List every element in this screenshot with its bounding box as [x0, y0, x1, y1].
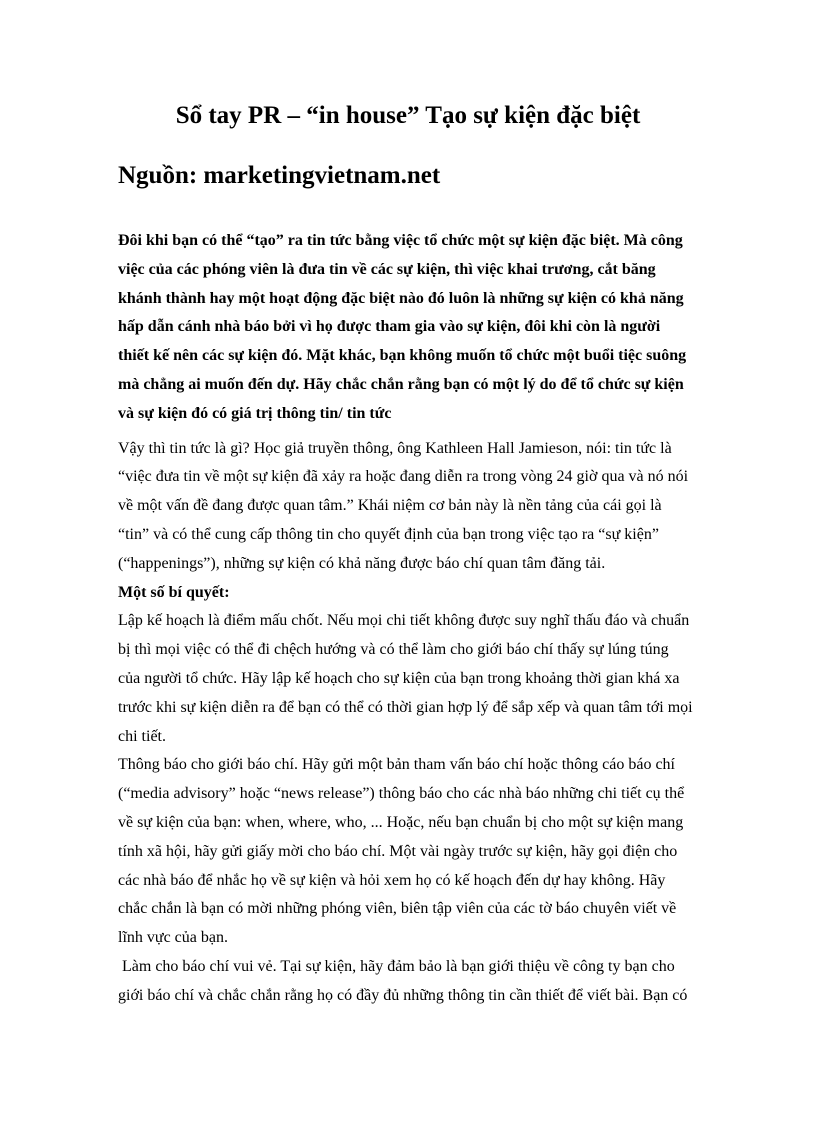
- body-line: (“happenings”), những sự kiện có khả năng được báo chí quan tâm đăng tải.: [118, 554, 606, 572]
- tips-heading: Một số bí quyết:: [118, 583, 230, 601]
- body-line: (“media advisory” hoặc “news release”) thông báo cho các nhà báo những chi tiết cụ thể: [118, 785, 685, 803]
- body-line: chắc chắn là bạn có mời những phóng viên, biên tập viên của các tờ báo chuyên viết về: [118, 900, 677, 918]
- intro-line: mà chẳng ai muốn đến dự. Hãy chắc chắn rằng bạn có một lý do để tổ chức sự kiện: [118, 375, 684, 393]
- body-line: các nhà báo để nhắc họ về sự kiện và hỏi xem họ có kế hoạch đến dự hay không. Hãy: [118, 871, 666, 889]
- body-line: chi tiết.: [118, 727, 166, 745]
- intro-line: hấp dẫn cánh nhà báo bởi vì họ được tham gia vào sự kiện, đôi khi còn là người: [118, 318, 661, 336]
- body-line: về sự kiện của bạn: when, where, who, ... Hoặc, nếu bạn chuẩn bị cho một sự kiện mang: [118, 813, 684, 831]
- body-line: giới báo chí và chắc chắn rằng họ có đầy đủ những thông tin cần thiết để viết bài. Bạn có: [118, 986, 688, 1004]
- body-line: về một vấn đề đang được quan tâm.” Khái niệm cơ bản này là nền tảng của cái gọi là: [118, 497, 662, 515]
- body-line: trước khi sự kiện diễn ra để bạn có thể có thời gian hợp lý để sắp xếp và quan tâm tới mọi: [118, 698, 693, 716]
- intro-line: thiết kế nên các sự kiện đó. Mặt khác, bạn không muốn tổ chức một buổi tiệc suông: [118, 347, 687, 365]
- notify-press-paragraph: [118, 751, 708, 953]
- intro-line: và sự kiện đó có giá trị thông tin/ tin tức: [118, 404, 392, 422]
- intro-line: việc của các phóng viên là đưa tin về các sự kiện, thì việc khai trương, cắt băng: [118, 260, 656, 278]
- intro-paragraph: [118, 227, 708, 429]
- document-body: [118, 227, 708, 1011]
- body-line: của người tổ chức. Hãy lập kế hoạch cho sự kiện của bạn trong khoảng thời gian khá xa: [118, 669, 680, 687]
- news-definition-paragraph: [118, 435, 708, 579]
- planning-paragraph: [118, 607, 708, 751]
- body-line: bị thì mọi việc có thể đi chệch hướng và có thể làm cho giới báo chí thấy sự lúng túng: [118, 641, 669, 659]
- source-line: Nguồn: marketingvietnam.net: [118, 162, 441, 189]
- intro-line: Đôi khi bạn có thể “tạo” ra tin tức bằng việc tổ chức một sự kiện đặc biệt. Mà công: [118, 232, 683, 249]
- body-line: “tin” và có thể cung cấp thông tin cho quyết định của bạn trong việc tạo ra “sự kiện”: [118, 525, 659, 543]
- body-line: “việc đưa tin về một sự kiện đã xảy ra hoặc đang diễn ra trong vòng 24 giờ qua và nó nói: [118, 468, 689, 486]
- body-line: lĩnh vực của bạn.: [118, 929, 228, 947]
- body-line: Lập kế hoạch là điểm mấu chốt. Nếu mọi chi tiết không được suy nghĩ thấu đáo và chuẩn: [118, 612, 690, 630]
- body-line: Làm cho báo chí vui vẻ. Tại sự kiện, hãy đảm bảo là bạn giới thiệu về công ty bạn cho: [118, 957, 675, 975]
- body-line: Thông báo cho giới báo chí. Hãy gửi một bản tham vấn báo chí hoặc thông cáo báo chí: [118, 756, 675, 774]
- document-title: Sổ tay PR – “in house” Tạo sự kiện đặc biệt: [175, 102, 641, 129]
- body-line: tính xã hội, hãy gửi giấy mời cho báo chí. Một vài ngày trước sự kiện, hãy gọi điện cho: [118, 842, 678, 860]
- intro-line: khánh thành hay một hoạt động đặc biệt nào đó luôn là những sự kiện có khả năng: [118, 289, 684, 307]
- press-happy-paragraph: [118, 953, 708, 1011]
- body-line: Vậy thì tin tức là gì? Học giả truyền thông, ông Kathleen Hall Jamieson, nói: tin tức là: [118, 439, 672, 457]
